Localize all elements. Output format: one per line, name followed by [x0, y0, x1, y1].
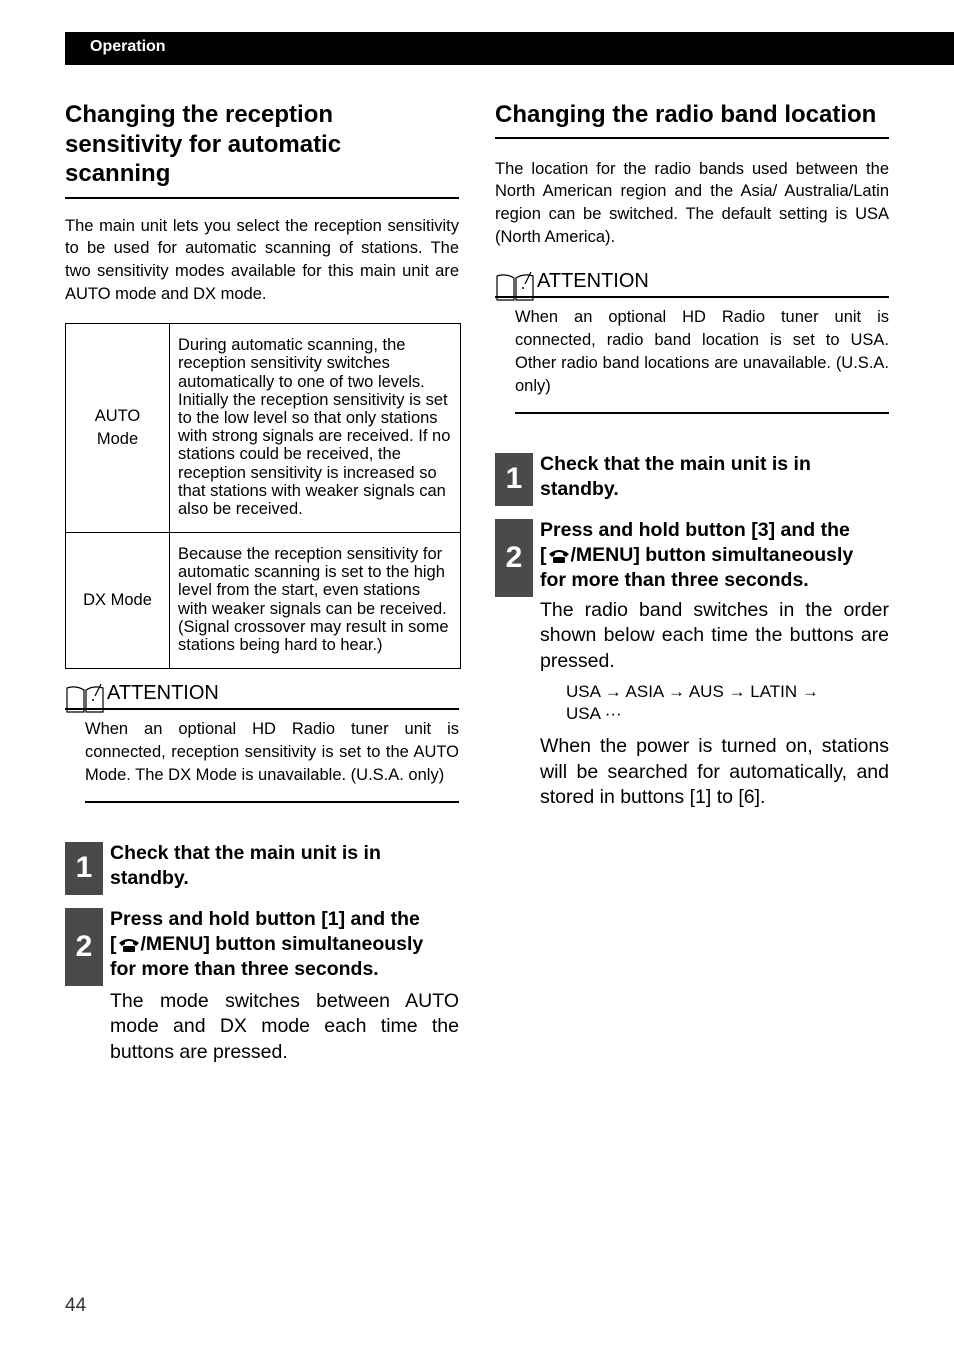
title-line: Changing the reception [65, 101, 334, 128]
step-1 [495, 452, 889, 506]
title-line: sensitivity for automatic [65, 130, 342, 158]
step-1 [65, 841, 459, 895]
step-line: for more than three seconds. [110, 957, 379, 980]
page-number: 44 [65, 1295, 87, 1316]
left-column [65, 100, 459, 1065]
mode-name: Mode [96, 429, 139, 448]
bracket-char: [ [110, 932, 117, 955]
mode-description: Because the reception sensitivity for automatic scanning is set to the high level from the start, even stations with weaker signals can be received. (Signal crossover may result in some stations being hard to hear.) [170, 532, 461, 668]
step-line: standby. [540, 477, 619, 500]
mode-description: During automatic scanning, the reception sensitivity switches automatically to one of two levels. Initially the reception sensitivity is set to the low level so that only stations with strong signals are received. If no stations could be received, the reception sensitivity is increased so that stations with weaker signals can also be received. [170, 323, 461, 532]
table-row [66, 323, 461, 532]
step-line: Press and hold button [3] and the [540, 518, 850, 541]
step-line: Press and hold button [1] and the [110, 907, 420, 930]
table-row [66, 532, 461, 668]
right-column [495, 100, 889, 811]
reception-sensitivity-title [65, 100, 459, 199]
attention-header [65, 678, 459, 710]
band-sequence [566, 681, 889, 725]
step-number-badge: 1 [65, 842, 103, 895]
attention-text: When an optional HD Radio tuner unit is connected, reception sensitivity is set to the AUTO Mode. The DX Mode is unavailable. (U.S.A. only) [85, 710, 459, 803]
step-instruction [540, 518, 889, 593]
title-line: scanning [65, 160, 171, 187]
sensitivity-mode-table [65, 323, 461, 669]
step-2 [495, 518, 889, 811]
attention-header [495, 266, 889, 298]
step-number-badge: 1 [495, 453, 533, 506]
step-line: for more than three seconds. [540, 568, 809, 591]
section-label: Operation [90, 38, 166, 55]
step-detail: The mode switches between AUTO mode and DX mode each time the buttons are pressed. [110, 989, 459, 1063]
step-detail-power-on: When the power is turned on, stations will be searched for automatically, and stored in buttons [1] to [6]. [540, 735, 889, 809]
step-line: /MENU] button simultaneously [140, 932, 424, 955]
reception-intro: The main unit lets you select the reception sensitivity to be used for automatic scanning of stations. The two sensitivity modes available for this main unit are AUTO mode and DX mode. [65, 216, 459, 303]
step-line: Check that the main unit is in [540, 452, 811, 475]
sequence-line: USA → ASIA → AUS → LATIN → [566, 682, 819, 702]
mode-name-cell [66, 323, 170, 532]
step-detail: The radio band switches in the order shown below each time the buttons are pressed. [540, 598, 889, 672]
step-number-badge: 2 [495, 519, 533, 597]
open-book-icon [495, 270, 535, 302]
step-line: standby. [110, 866, 189, 889]
step-number-badge: 2 [65, 908, 103, 986]
open-book-icon [65, 682, 105, 714]
bracket-char: [ [540, 543, 547, 566]
step-2 [65, 907, 459, 1066]
phone-icon [547, 546, 571, 564]
attention-title: ATTENTION [107, 681, 219, 704]
step-instruction [540, 452, 889, 502]
section-header-bar [65, 32, 954, 65]
sequence-line: USA ··· [566, 704, 622, 724]
mode-name-cell [66, 532, 170, 668]
attention-title: ATTENTION [537, 269, 649, 292]
attention-box [495, 266, 889, 414]
radio-band-intro: The location for the radio bands used between the North American region and the Asia/ Australia/Latin region can be switched. The default setting is USA (North America). [495, 159, 889, 246]
phone-icon [117, 935, 141, 953]
step-line: /MENU] button simultaneously [570, 543, 854, 566]
step-instruction [110, 841, 459, 891]
attention-text: When an optional HD Radio tuner unit is connected, radio band location is set to USA. Other radio band locations are unavailable. (U.S.A. only) [515, 298, 889, 414]
step-line: Check that the main unit is in [110, 841, 381, 864]
step-instruction [110, 907, 459, 982]
attention-box [65, 678, 459, 803]
mode-name: AUTO [94, 406, 141, 425]
radio-band-title: Changing the radio band location [495, 100, 889, 139]
mode-name: DX Mode [83, 590, 152, 609]
